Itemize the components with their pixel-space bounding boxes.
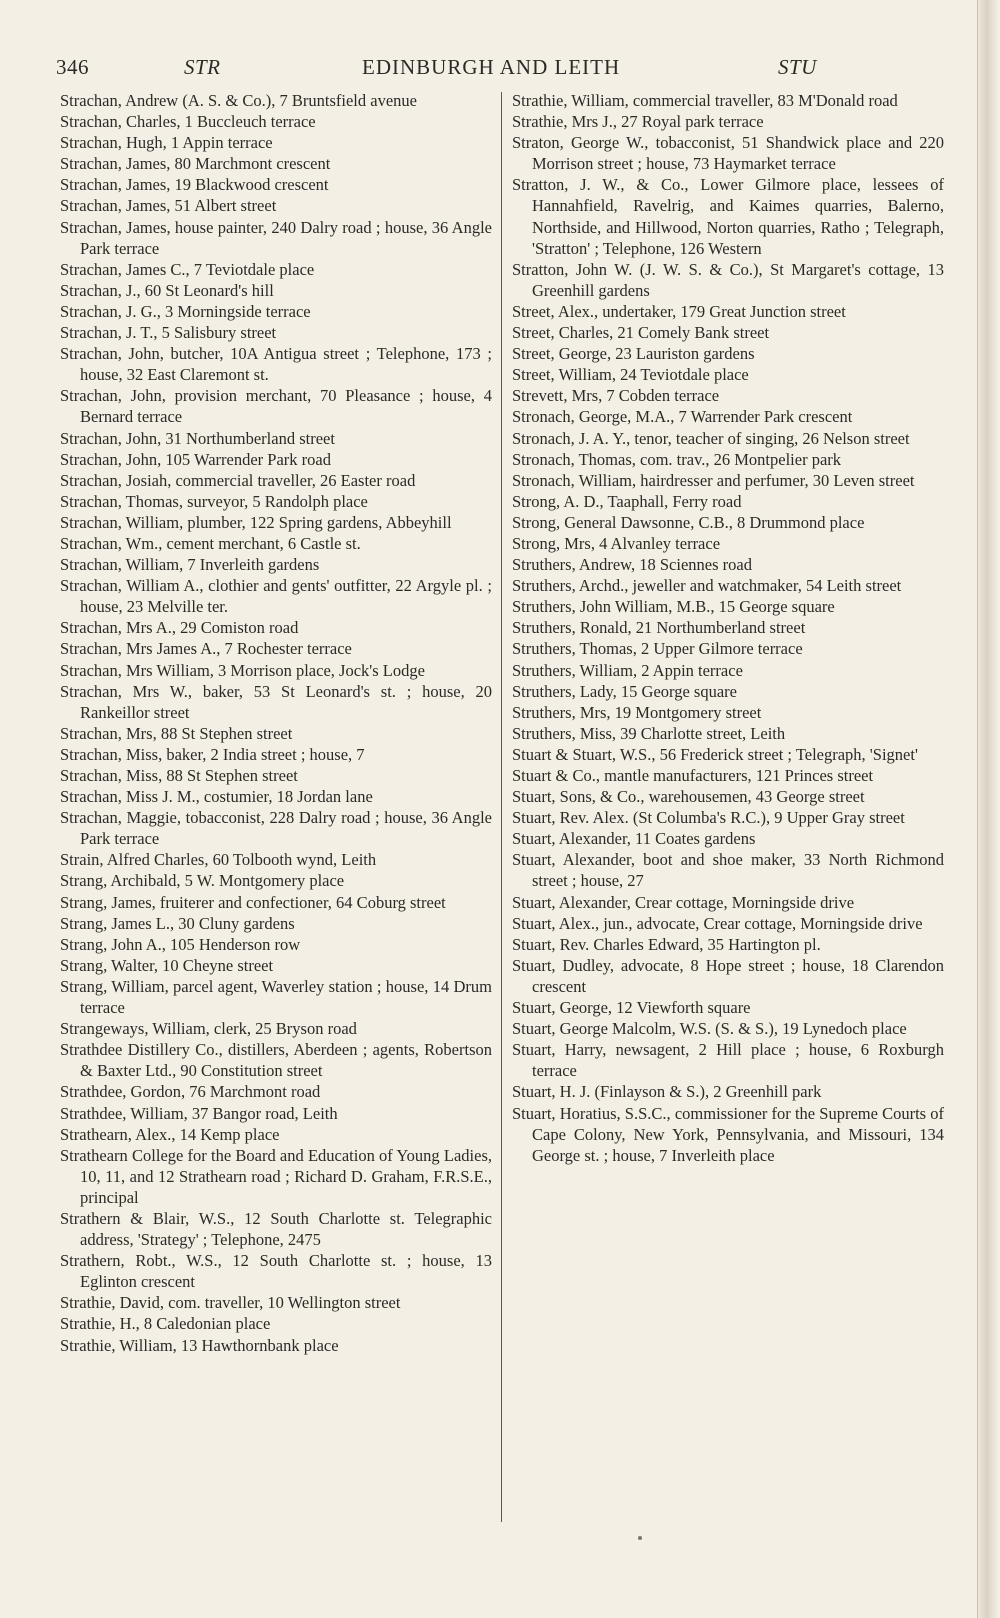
directory-entry: Stuart, Rev. Charles Edward, 35 Hartington pl. bbox=[512, 934, 821, 954]
directory-entry: Strathern, Robt., W.S., 12 South Charlotte st. ; house, 13 Eglinton crescent bbox=[60, 1251, 492, 1292]
directory-entry: Strathie, William, commercial traveller, 83 M'Donald road bbox=[512, 91, 898, 110]
directory-entry: Strachan, Miss, baker, 2 India street ; house, 7 bbox=[60, 744, 365, 764]
directory-entry: Street, George, 23 Lauriston gardens bbox=[512, 344, 755, 364]
directory-entry: Strachan, Josiah, commercial traveller, 26 Easter road bbox=[60, 470, 416, 490]
directory-entry: Stuart, Horatius, S.S.C., commissioner for the Supreme Courts of Cape Colony, New York, Pennsylvania, and Missouri, 134 George st. ; house, 7 Inverleith place bbox=[512, 1103, 944, 1165]
directory-entry: Stuart, Sons, & Co., warehousemen, 43 George street bbox=[512, 787, 865, 807]
directory-entry: Strachan, Wm., cement merchant, 6 Castle st. bbox=[60, 533, 361, 553]
directory-entry: Straton, George W., tobacconist, 51 Shandwick place and 220 Morrison street ; house, 73 Haymarket terrace bbox=[512, 133, 944, 174]
directory-entry: Strong, Mrs, 4 Alvanley terrace bbox=[512, 533, 721, 553]
directory-entry: Strathie, H., 8 Caledonian place bbox=[60, 1314, 271, 1334]
directory-entry: Stronach, George, M.A., 7 Warrender Park crescent bbox=[512, 407, 853, 427]
directory-entry: Strachan, James, 19 Blackwood crescent bbox=[60, 175, 329, 195]
directory-entry: Strathearn College for the Board and Education of Young Ladies, 10, 11, and 12 Strathearn road ; Richard D. Graham, F.R.S.E., principal bbox=[60, 1145, 492, 1207]
directory-entry: Strathdee, Gordon, 76 Marchmont road bbox=[60, 1082, 321, 1102]
directory-entry: Strangeways, William, clerk, 25 Bryson road bbox=[60, 1019, 357, 1039]
directory-entry: Strathie, Mrs J., 27 Royal park terrace bbox=[512, 112, 764, 132]
directory-entry: Strathdee, William, 37 Bangor road, Leith bbox=[60, 1103, 338, 1123]
page-number: 346 bbox=[56, 55, 89, 79]
directory-entry: Struthers, Thomas, 2 Upper Gilmore terrace bbox=[512, 639, 803, 659]
directory-entry: Strachan, J. T., 5 Salisbury street bbox=[60, 323, 277, 343]
directory-entry: Struthers, Archd., jeweller and watchmaker, 54 Leith street bbox=[512, 576, 902, 596]
directory-entry: Strachan, Mrs, 88 St Stephen street bbox=[60, 723, 293, 743]
directory-entry: Strang, William, parcel agent, Waverley station ; house, 14 Drum terrace bbox=[60, 976, 492, 1018]
directory-entry: Strong, A. D., Taaphall, Ferry road bbox=[512, 491, 742, 511]
directory-entry: Strachan, James, house painter, 240 Dalry road ; house, 36 Angle Park terrace bbox=[60, 217, 492, 258]
directory-entry: Stuart, Dudley, advocate, 8 Hope street ; house, 18 Clarendon crescent bbox=[512, 955, 944, 996]
directory-entry: Strachan, John, butcher, 10A Antigua street ; Telephone, 173 ; house, 32 East Claremont st. bbox=[60, 344, 492, 385]
directory-entry: Stuart, Harry, newsagent, 2 Hill place ; house, 6 Roxburgh terrace bbox=[512, 1040, 944, 1081]
right-column bbox=[512, 90, 944, 1166]
directory-entry: Stuart, Alex., jun., advocate, Crear cottage, Morningside drive bbox=[512, 913, 923, 933]
directory-entry: Struthers, Lady, 15 George square bbox=[512, 681, 737, 701]
directory-entry: Strachan, James, 51 Albert street bbox=[60, 196, 277, 216]
page-title: EDINBURGH AND LEITH bbox=[362, 55, 621, 79]
directory-entry: Stratton, J. W., & Co., Lower Gilmore place, lessees of Hannahfield, Ravelrig, and Kaimes quarries, Balerno, Northside, and Hillwood, Norton quarries, Ratho ; Telegraph, 'Stratton' ; Telephone, 126 Western bbox=[512, 175, 944, 258]
directory-entry: Strang, James, fruiterer and confectioner, 64 Coburg street bbox=[60, 892, 446, 912]
directory-entry: Stuart & Stuart, W.S., 56 Frederick street ; Telegraph, 'Signet' bbox=[512, 744, 918, 764]
directory-entry: Stuart, H. J. (Finlayson & S.), 2 Greenhill park bbox=[512, 1082, 822, 1102]
directory-entry: Strachan, Mrs William, 3 Morrison place, Jock's Lodge bbox=[60, 660, 425, 680]
directory-entry: Strachan, J., 60 St Leonard's hill bbox=[60, 280, 274, 300]
directory-entry: Stuart, George Malcolm, W.S. (S. & S.), 19 Lynedoch place bbox=[512, 1019, 907, 1039]
directory-entry: Stratton, John W. (J. W. S. & Co.), St Margaret's cottage, 13 Greenhill gardens bbox=[512, 259, 944, 300]
directory-entry: Struthers, Mrs, 19 Montgomery street bbox=[512, 702, 762, 722]
directory-entry: Strang, Walter, 10 Cheyne street bbox=[60, 955, 274, 975]
directory-entry: Strachan, Mrs W., baker, 53 St Leonard's st. ; house, 20 Rankeillor street bbox=[60, 681, 492, 722]
directory-entry: Strang, James L., 30 Cluny gardens bbox=[60, 913, 295, 933]
directory-entry: Strathearn, Alex., 14 Kemp place bbox=[60, 1124, 280, 1144]
directory-entry: Stuart, Alexander, boot and shoe maker, 33 North Richmond street ; house, 27 bbox=[512, 850, 944, 891]
directory-entry: Stuart, George, 12 Viewforth square bbox=[512, 998, 751, 1018]
directory-entry: Strachan, Mrs James A., 7 Rochester terrace bbox=[60, 639, 352, 659]
directory-entry: Strathdee Distillery Co., distillers, Aberdeen ; agents, Robertson & Baxter Ltd., 90 Constitution street bbox=[60, 1040, 492, 1081]
directory-entry: Strevett, Mrs, 7 Cobden terrace bbox=[512, 386, 720, 406]
directory-entry: Stronach, Thomas, com. trav., 26 Montpelier park bbox=[512, 449, 842, 469]
right-index-key: STU bbox=[778, 55, 817, 79]
directory-entry: Strachan, Miss, 88 St Stephen street bbox=[60, 766, 298, 785]
directory-entry: Street, Charles, 21 Comely Bank street bbox=[512, 323, 770, 343]
directory-entry: Stuart & Co., mantle manufacturers, 121 Princes street bbox=[512, 766, 874, 785]
directory-entry: Strachan, John, 31 Northumberland street bbox=[60, 428, 335, 448]
directory-entry: Strathern & Blair, W.S., 12 South Charlotte st. Telegraphic address, 'Strategy' ; Telephone, 2475 bbox=[60, 1208, 492, 1250]
directory-entry: Strathie, William, 13 Hawthornbank place bbox=[60, 1335, 339, 1355]
page-edge bbox=[977, 0, 1000, 1618]
directory-entry: Stronach, William, hairdresser and perfumer, 30 Leven street bbox=[512, 470, 915, 490]
page-header bbox=[56, 55, 956, 81]
directory-entry: Strachan, Maggie, tobacconist, 228 Dalry road ; house, 36 Angle Park terrace bbox=[60, 808, 492, 849]
column-divider bbox=[501, 92, 502, 1522]
directory-entry: Strachan, John, provision merchant, 70 Pleasance ; house, 4 Bernard terrace bbox=[60, 386, 492, 427]
directory-entry: Struthers, Ronald, 21 Northumberland street bbox=[512, 618, 806, 638]
directory-entry: Strachan, James C., 7 Teviotdale place bbox=[60, 259, 315, 279]
directory-entry: Stuart, Alexander, 11 Coates gardens bbox=[512, 829, 756, 849]
directory-entry: Stronach, J. A. Y., tenor, teacher of singing, 26 Nelson street bbox=[512, 428, 910, 448]
directory-entry: Strachan, Charles, 1 Buccleuch terrace bbox=[60, 112, 316, 132]
directory-entry: Struthers, John William, M.B., 15 George square bbox=[512, 597, 835, 617]
directory-entry: Strang, Archibald, 5 W. Montgomery place bbox=[60, 871, 345, 891]
page-mark bbox=[638, 1536, 642, 1540]
directory-entry: Strang, John A., 105 Henderson row bbox=[60, 934, 301, 954]
directory-entry: Strachan, J. G., 3 Morningside terrace bbox=[60, 301, 311, 321]
directory-entry: Strachan, William, 7 Inverleith gardens bbox=[60, 555, 320, 575]
directory-entry: Struthers, Miss, 39 Charlotte street, Leith bbox=[512, 723, 786, 743]
directory-entry: Strain, Alfred Charles, 60 Tolbooth wynd, Leith bbox=[60, 850, 377, 870]
directory-entry: Strachan, James, 80 Marchmont crescent bbox=[60, 154, 331, 174]
left-index-key: STR bbox=[184, 55, 221, 79]
directory-entry: Strachan, William, plumber, 122 Spring gardens, Abbeyhill bbox=[60, 512, 452, 532]
left-column bbox=[60, 90, 492, 1356]
directory-entry: Street, Alex., undertaker, 179 Great Junction street bbox=[512, 301, 846, 321]
directory-entry: Strachan, Thomas, surveyor, 5 Randolph place bbox=[60, 491, 368, 511]
directory-entry: Struthers, William, 2 Appin terrace bbox=[512, 660, 743, 680]
directory-entry: Street, William, 24 Teviotdale place bbox=[512, 365, 749, 385]
directory-entry: Strachan, Andrew (A. S. & Co.), 7 Bruntsfield avenue bbox=[60, 91, 417, 110]
directory-entry: Strachan, John, 105 Warrender Park road bbox=[60, 449, 331, 469]
directory-entry: Strong, General Dawsonne, C.B., 8 Drummond place bbox=[512, 512, 865, 532]
directory-entry: Strathie, David, com. traveller, 10 Wellington street bbox=[60, 1293, 401, 1313]
directory-entry: Strachan, Miss J. M., costumier, 18 Jordan lane bbox=[60, 787, 373, 807]
directory-entry: Strachan, Hugh, 1 Appin terrace bbox=[60, 133, 273, 153]
directory-entry: Stuart, Alexander, Crear cottage, Morningside drive bbox=[512, 892, 855, 912]
directory-entry: Struthers, Andrew, 18 Sciennes road bbox=[512, 555, 752, 575]
directory-entry: Strachan, William A., clothier and gents' outfitter, 22 Argyle pl. ; house, 23 Melville ter. bbox=[60, 576, 492, 617]
directory-entry: Stuart, Rev. Alex. (St Columba's R.C.), 9 Upper Gray street bbox=[512, 808, 905, 828]
directory-entry: Strachan, Mrs A., 29 Comiston road bbox=[60, 618, 299, 638]
